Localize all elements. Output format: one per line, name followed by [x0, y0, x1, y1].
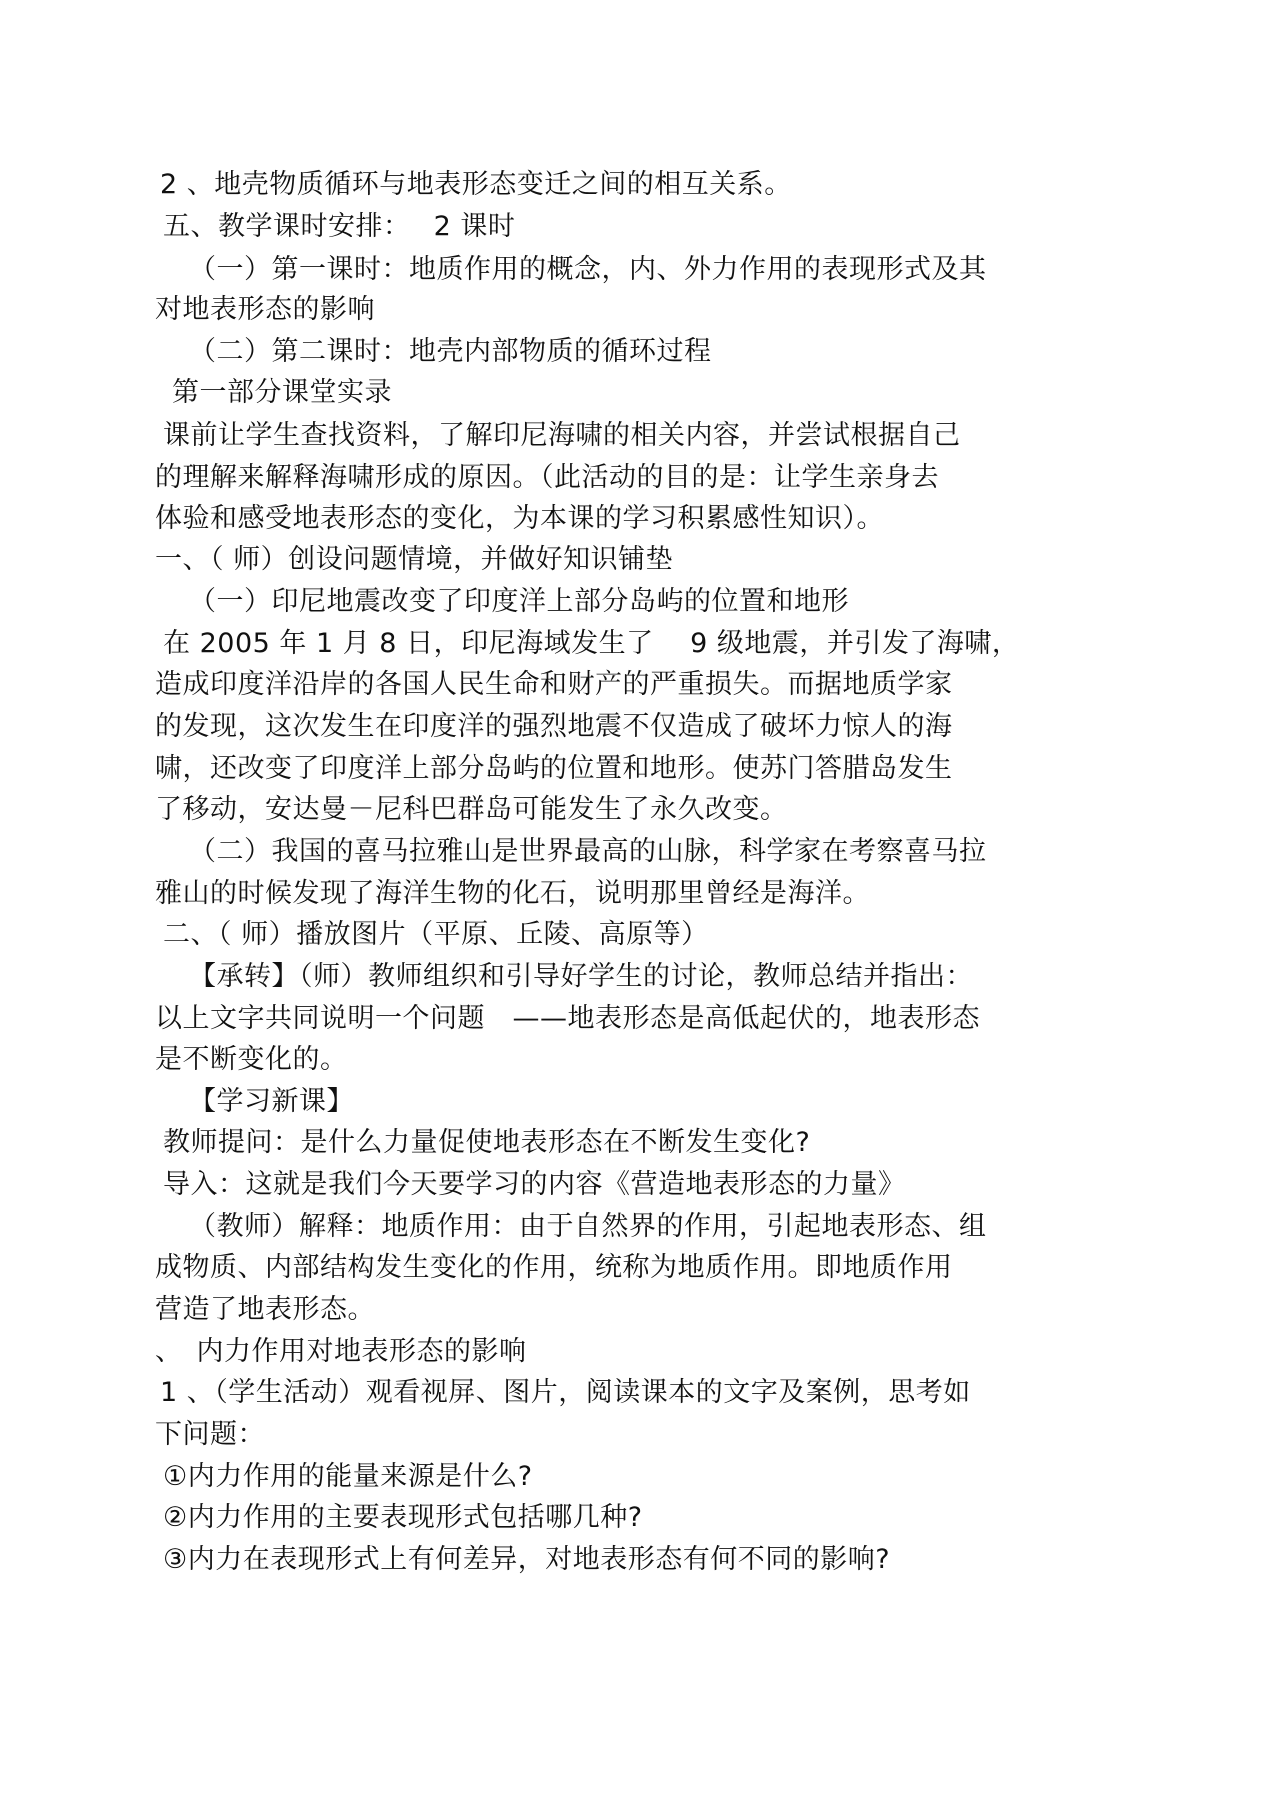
text-line: 对地表形态的影响: [155, 294, 375, 325]
section-heading: 【学习新课】: [189, 1086, 354, 1117]
text-line: （二）我国的喜马拉雅山是世界最高的山脉，科学家在考察喜马拉: [189, 836, 987, 867]
list-item: ②内力作用的主要表现形式包括哪几种?: [163, 1502, 643, 1533]
text-line: 了移动，安达曼－尼科巴群岛可能发生了永久改变。: [155, 794, 788, 825]
text-line: 营造了地表形态。: [155, 1294, 375, 1325]
text-line: 以上文字共同说明一个问题 ——地表形态是高低起伏的，地表形态: [155, 1003, 980, 1034]
text-line: 教师提问：是什么力量促使地表形态在不断发生变化?: [163, 1127, 811, 1158]
text-line: 五、教学课时安排： 2 课时: [163, 211, 516, 242]
text-line: 的理解来解释海啸形成的原因。（此活动的目的是：让学生亲身去: [155, 462, 939, 493]
text-line: 雅山的时候发现了海洋生物的化石，说明那里曾经是海洋。: [155, 878, 870, 909]
text-line: 啸，还改变了印度洋上部分岛屿的位置和地形。使苏门答腊岛发生: [155, 753, 953, 784]
text-line: 一、（ 师）创设问题情境，并做好知识铺垫: [155, 544, 674, 575]
text-line: （一）印尼地震改变了印度洋上部分岛屿的位置和地形: [189, 586, 849, 617]
text-line: 的发现，这次发生在印度洋的强烈地震不仅造成了破坏力惊人的海: [155, 711, 953, 742]
text-line: 【承转】（师）教师组织和引导好学生的讨论，教师总结并指出：: [189, 961, 973, 992]
text-line: 成物质、内部结构发生变化的作用，统称为地质作用。即地质作用: [155, 1252, 953, 1283]
text-line: 体验和感受地表形态的变化，为本课的学习积累感性知识）。: [155, 503, 884, 534]
text-line: 课前让学生查找资料，了解印尼海啸的相关内容，并尝试根据自己: [163, 420, 961, 451]
text-line: 导入：这就是我们今天要学习的内容《营造地表形态的力量》: [163, 1169, 906, 1200]
text-line: （二）第二课时：地壳内部物质的循环过程: [189, 336, 712, 367]
list-item: ③内力在表现形式上有何差异，对地表形态有何不同的影响?: [163, 1544, 891, 1575]
text-line: 是不断变化的。: [155, 1044, 348, 1075]
section-heading: 第一部分课堂实录: [172, 377, 392, 408]
text-line: 2 、地壳物质循环与地表形态变迁之间的相互关系。: [160, 169, 792, 200]
text-line: 二、（ 师）播放图片（平原、丘陵、高原等）: [163, 919, 709, 950]
text-line: 在 2005 年 1 月 8 日，印尼海域发生了 9 级地震，并引发了海啸，: [163, 628, 1020, 659]
text-line: 下问题：: [155, 1419, 265, 1450]
list-item: ①内力作用的能量来源是什么?: [163, 1461, 533, 1492]
text-line: （一）第一课时：地质作用的概念，内、外力作用的表现形式及其: [189, 254, 987, 285]
text-line: （教师）解释：地质作用：由于自然界的作用，引起地表形态、组: [189, 1211, 987, 1242]
text-line: 造成印度洋沿岸的各国人民生命和财产的严重损失。而据地质学家: [155, 669, 953, 700]
text-line: 、 内力作用对地表形态的影响: [155, 1336, 527, 1367]
text-line: 1 、（学生活动）观看视屏、图片，阅读课本的文字及案例，思考如: [160, 1377, 971, 1408]
